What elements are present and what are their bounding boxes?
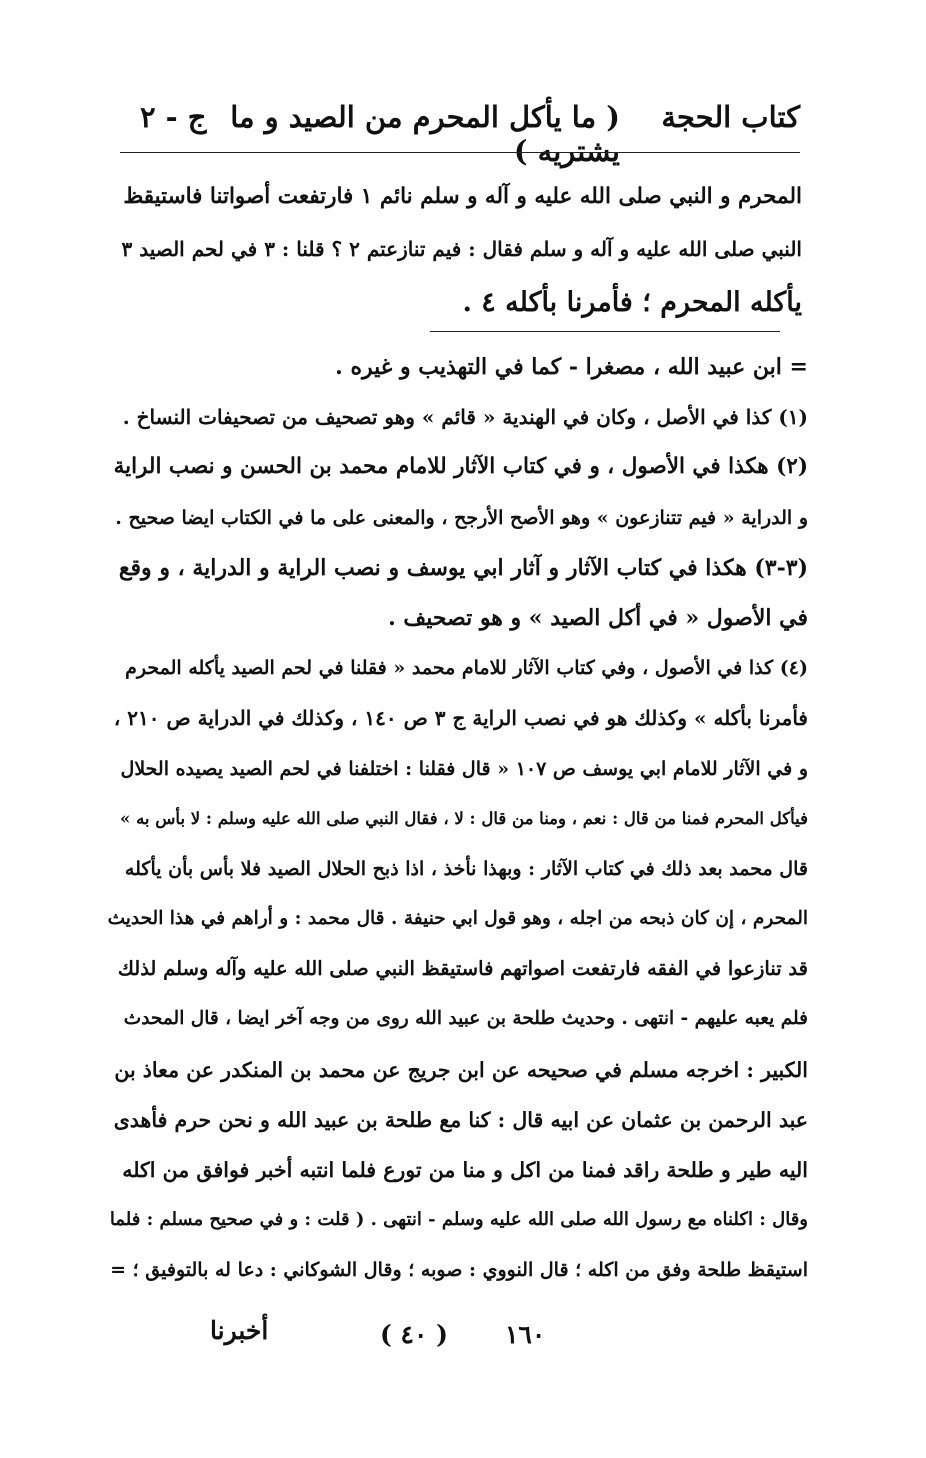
footnote-line: (١) كذا في الأصل ، وكان في الهندية « قائم » وهو تصحيف من تصحيفات النساخ . xyxy=(122,405,808,430)
footnote-line: (٢) هكذا في الأصول ، و في كتاب الآثار للامام محمد بن الحسن و نصب الراية xyxy=(113,454,808,480)
footnote-line: (٣-٣) هكذا في كتاب الآثار و آثار ابي يوسف و نصب الراية و الدراية ، و وقع xyxy=(118,554,808,581)
signature-mark: ( ٤٠ ) xyxy=(380,1320,448,1349)
footnote-line: قال محمد بعد ذلك في كتاب الآثار : وبهذا نأخذ ، اذا ذبح الحلال الصيد فلا بأس بأن يأكله xyxy=(124,857,808,880)
footnote-line: استيقظ طلحة وفق من اكله ؛ قال النووي : صوبه ؛ وقال الشوكاني : دعا له بالتوفيق ؛ = xyxy=(110,1259,808,1282)
chapter-title: ( ما يأكل المحرم من الصيد و ما يشتريه ) xyxy=(230,100,620,168)
page-number: ١٦٠ xyxy=(505,1320,546,1349)
volume-number: ج - ٢ xyxy=(140,100,207,134)
main-text-line: النبي صلى الله عليه و آله و سلم فقال : فيم تنازعتم ٢ ؟ قلنا : ٣ في لحم الصيد ٣ xyxy=(121,237,802,261)
footnote-line: = ابن عبيد الله ، مصغرا - كما في التهذيب و غيره . xyxy=(335,354,808,380)
footnote-line: عبد الرحمن بن عثمان عن ابيه قال : كنا مع طلحة بن عبيد الله و نحن حرم فأهدى xyxy=(113,1107,808,1132)
page-footer xyxy=(180,1316,630,1356)
footnotes-divider xyxy=(430,331,780,332)
book-title: كتاب الحجة xyxy=(661,100,800,134)
main-text-line: المحرم و النبي صلى الله عليه و آله و سلم نائم ١ فارتفعت أصواتنا فاستيقظ xyxy=(123,184,802,209)
footnote-line: قد تنازعوا في الفقه فارتفعت اصواتهم فاستيقظ النبي صلى الله عليه وآله وسلم لذلك xyxy=(117,957,808,981)
footnote-line: فأمرنا بأكله » وكذلك هو في نصب الراية ج ٣ ص ١٤٠ ، وكذلك في الدراية ص ٢١٠ ، xyxy=(113,706,808,731)
main-text xyxy=(118,170,802,329)
footnote-line: و الدراية « فيم تتنازعون » وهو الأصح الأرجح ، والمعنى على ما في الكتاب ايضا صحيح . xyxy=(115,506,808,529)
footnote-line: (٤) كذا في الأصول ، وفي كتاب الآثار للامام محمد « فقلنا في لحم الصيد يأكله المحرم xyxy=(125,657,808,680)
footnotes xyxy=(108,342,808,1296)
header-divider xyxy=(120,152,800,153)
footnote-line: في الأصول « في أكل الصيد » و هو تصحيف . xyxy=(388,604,808,631)
main-text-line: يأكله المحرم ؛ فأمرنا بأكله ٤ . xyxy=(462,287,802,318)
catchword: أخبرنا xyxy=(210,1316,269,1345)
footnote-line: وقال : اكلناه مع رسول الله صلى الله عليه وسلم - انتهى . ( قلت : و في صحيح مسلم : فلما xyxy=(109,1209,808,1231)
footnote-line: المحرم ، إن كان ذبحه من اجله ، وهو قول ابي حنيفة . قال محمد : و أراهم في هذا الحديث xyxy=(107,908,808,930)
footnote-line: و في الآثار للامام ابي يوسف ص ١٠٧ « قال فقلنا : اختلفنا في لحم الصيد يصيده الحلال xyxy=(120,757,808,780)
footnote-line: الكبير : اخرجه مسلم في صحيحه عن ابن جريج عن محمد بن المنكدر عن معاذ بن xyxy=(114,1057,808,1082)
footnote-line: فلم يعبه عليهم - انتهى . وحديث طلحة بن عبيد الله روى من وجه آخر ايضا ، قال المحدث xyxy=(123,1008,808,1030)
footnote-line: فيأكل المحرم فمنا من قال : نعم ، ومنا من قال : لا ، فقال النبي صلى الله عليه وسلم : لا بأس به » xyxy=(120,808,808,828)
page-header xyxy=(140,96,800,168)
footnote-line: اليه طير و طلحة راقد فمنا من اكل و منا من تورع فلما انتبه أخبر فوافق من اكله xyxy=(122,1158,808,1182)
